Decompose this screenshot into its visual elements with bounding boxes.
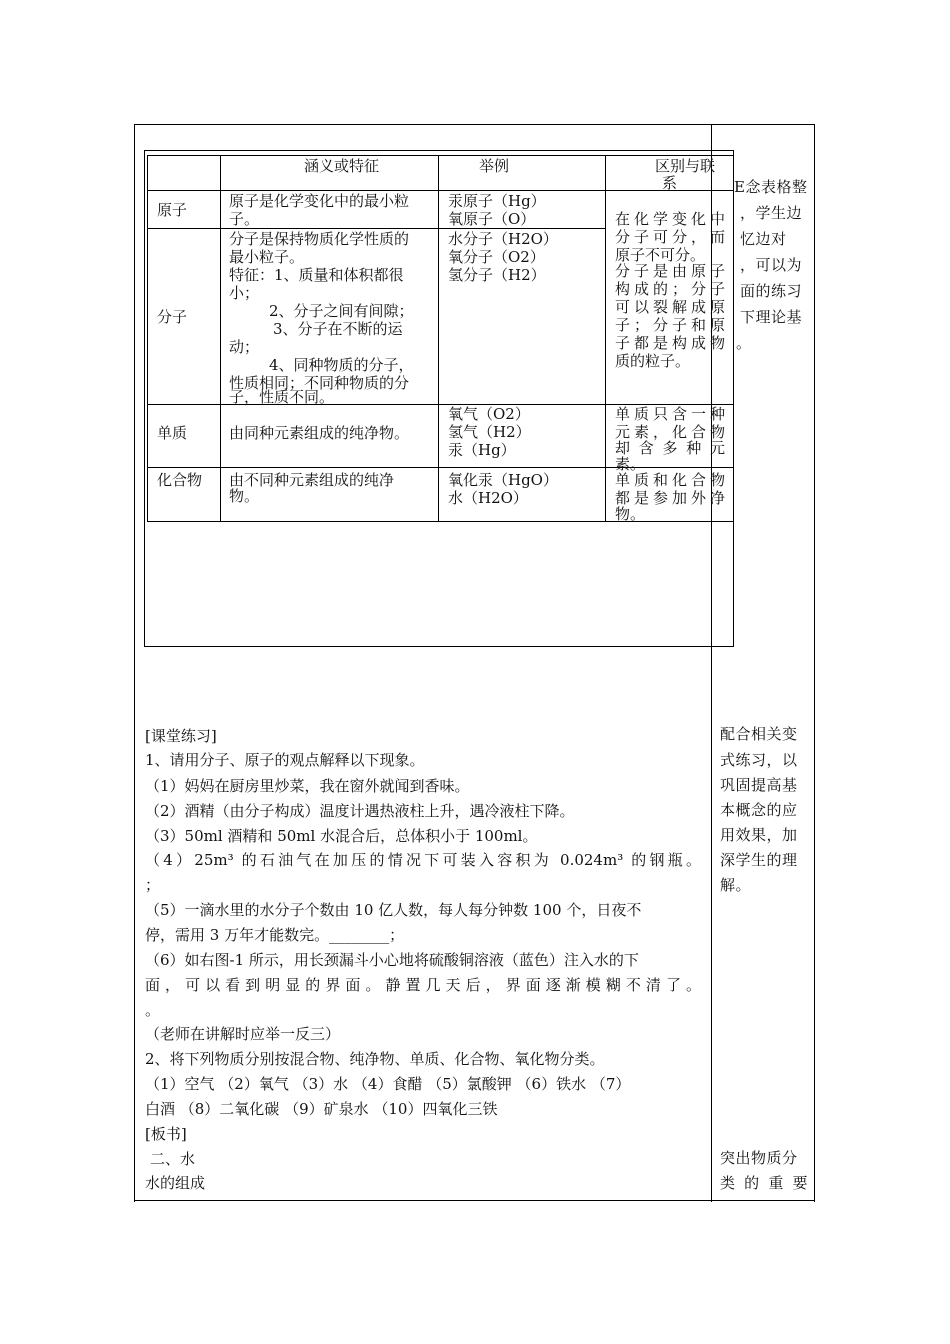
inner-box-left bbox=[144, 150, 145, 646]
element-diff-1: 单质只含一种 bbox=[615, 405, 725, 423]
element-example-3: 汞（Hg） bbox=[448, 441, 516, 459]
molecule-example-2: 氧分子（O2） bbox=[448, 248, 545, 266]
question-1-2: （2）酒精（由分子构成）温度计遇热液柱上升，遇冷液柱下降。 bbox=[145, 802, 575, 820]
molecule-meaning-8: 4、同种物质的分子， bbox=[269, 356, 414, 374]
outer-frame-top bbox=[134, 124, 815, 125]
compound-meaning-2: 物。 bbox=[229, 487, 260, 505]
board-item-2: 水的组成 bbox=[145, 1174, 206, 1192]
atom-molecule-diff-2: 分子可分，而 bbox=[615, 228, 725, 246]
compound-diff-2: 都是参加外净 bbox=[615, 489, 725, 507]
compound-example-2: 水（H2O） bbox=[448, 489, 528, 507]
question-1: 1、请用分子、原子的观点解释以下现象。 bbox=[145, 751, 425, 769]
question-1-4: （4）25m³ 的石油气在加压的情况下可装入容积为 0.024m³ 的钢瓶。 bbox=[145, 851, 701, 869]
row-name-molecule: 分子 bbox=[157, 308, 188, 326]
row-name-compound: 化合物 bbox=[157, 471, 203, 489]
question-1-4-end: ； bbox=[145, 876, 161, 894]
inner-box-bottom bbox=[144, 646, 734, 647]
outer-frame-left bbox=[134, 124, 135, 1202]
molecule-meaning-3: 特征：1、质量和体积都很 bbox=[229, 266, 404, 284]
inner-box-top bbox=[144, 150, 734, 151]
question-1-6-b: 面，可以看到明显的界面。静置几天后，界面逐渐模糊不清了。 bbox=[145, 976, 701, 994]
molecule-meaning-1: 分子是保持物质化学性质的 bbox=[229, 230, 410, 248]
atom-molecule-diff-4: 分子是由原子 bbox=[615, 262, 725, 280]
header-examples: 举例 bbox=[479, 157, 510, 175]
molecule-meaning-7: 动； bbox=[229, 338, 260, 356]
teacher-note: （老师在讲解时应举一反三） bbox=[145, 1025, 341, 1043]
molecule-meaning-5: 2、分子之间有间隙； bbox=[269, 302, 414, 320]
question-2-line-1: （1）空气 （2）氧气 （3）水 （4）食醋 （5）氯酸钾 （6）铁水 （7） bbox=[145, 1075, 631, 1093]
question-1-5-b: 停，需用 3 万年才能数完。________； bbox=[145, 926, 405, 944]
question-1-5-a: （5）一滴水里的水分子个数由 10 亿人数，每人每分钟数 100 个，日夜不 bbox=[145, 901, 642, 919]
molecule-meaning-9: 性质相同；不同种物质的分 bbox=[229, 374, 410, 392]
exercise-heading: [课堂练习] bbox=[145, 727, 217, 745]
element-example-1: 氧气（O2） bbox=[448, 405, 530, 423]
compound-diff-3: 物。 bbox=[615, 505, 646, 523]
molecule-meaning-6: 3、分子在不断的运 bbox=[273, 320, 403, 338]
element-diff-4: 素。 bbox=[615, 455, 646, 473]
atom-meaning-2: 子。 bbox=[229, 210, 260, 228]
atom-meaning-1: 原子是化学变化中的最小粒 bbox=[229, 192, 410, 210]
atom-example-1: 汞原子（Hg） bbox=[448, 192, 546, 210]
atom-example-2: 氧原子（O） bbox=[448, 210, 536, 228]
row-name-atom: 原子 bbox=[157, 201, 188, 219]
element-diff-2: 元素，化合物 bbox=[615, 423, 725, 441]
board-item-1: 二、水 bbox=[150, 1150, 196, 1168]
atom-molecule-diff-3: 原子不可分。 bbox=[615, 246, 706, 264]
question-1-6-end: 。 bbox=[145, 1001, 161, 1019]
element-diff-3: 却含多种元 bbox=[615, 439, 725, 457]
compound-meaning-1: 由不同种元素组成的纯净 bbox=[229, 471, 395, 489]
board-heading: [板书] bbox=[145, 1125, 187, 1143]
header-meaning: 涵义或特征 bbox=[304, 157, 380, 175]
atom-molecule-diff-9: 质的粒子。 bbox=[615, 352, 691, 370]
atom-molecule-diff-8: 子都是构成物 bbox=[615, 334, 725, 352]
atom-molecule-diff-1: 在化学变化中 bbox=[615, 210, 725, 228]
element-meaning-1: 由同种元素组成的纯净物。 bbox=[229, 424, 410, 442]
header-difference-1: 区别与联 bbox=[655, 157, 716, 175]
header-difference-2: 系 bbox=[662, 174, 678, 192]
question-1-6-a: （6）如右图-1 所示，用长颈漏斗小心地将硫酸铜溶液（蓝色）注入水的下 bbox=[145, 951, 639, 969]
question-1-1: （1）妈妈在厨房里炒菜，我在窗外就闻到香味。 bbox=[145, 777, 470, 795]
molecule-meaning-2: 最小粒子。 bbox=[229, 248, 305, 266]
atom-molecule-diff-7: 子；分子和原 bbox=[615, 316, 725, 334]
outer-frame-bottom bbox=[134, 1200, 815, 1201]
question-1-3: （3）50ml 酒精和 50ml 水混合后，总体积小于 100ml。 bbox=[145, 827, 538, 845]
question-2: 2、将下列物质分别按混合物、纯净物、单质、化合物、氧化物分类。 bbox=[145, 1050, 605, 1068]
molecule-example-3: 氢分子（H2） bbox=[448, 266, 546, 284]
question-2-line-2: 白酒 （8）二氧化碳 （9）矿泉水 （10）四氧化三铁 bbox=[145, 1100, 498, 1118]
compound-example-1: 氧化汞（HgO） bbox=[448, 471, 558, 489]
compound-diff-1: 单质和化合物 bbox=[615, 471, 725, 489]
atom-molecule-diff-5: 构成的；分子 bbox=[615, 280, 725, 298]
atom-molecule-diff-6: 可以裂解成原 bbox=[615, 298, 725, 316]
row-name-element: 单质 bbox=[157, 424, 188, 442]
molecule-example-1: 水分子（H2O） bbox=[448, 230, 558, 248]
molecule-meaning-4: 小； bbox=[229, 284, 260, 302]
molecule-meaning-10: 子，性质不同。 bbox=[229, 388, 335, 406]
element-example-2: 氢气（H2） bbox=[448, 423, 531, 441]
